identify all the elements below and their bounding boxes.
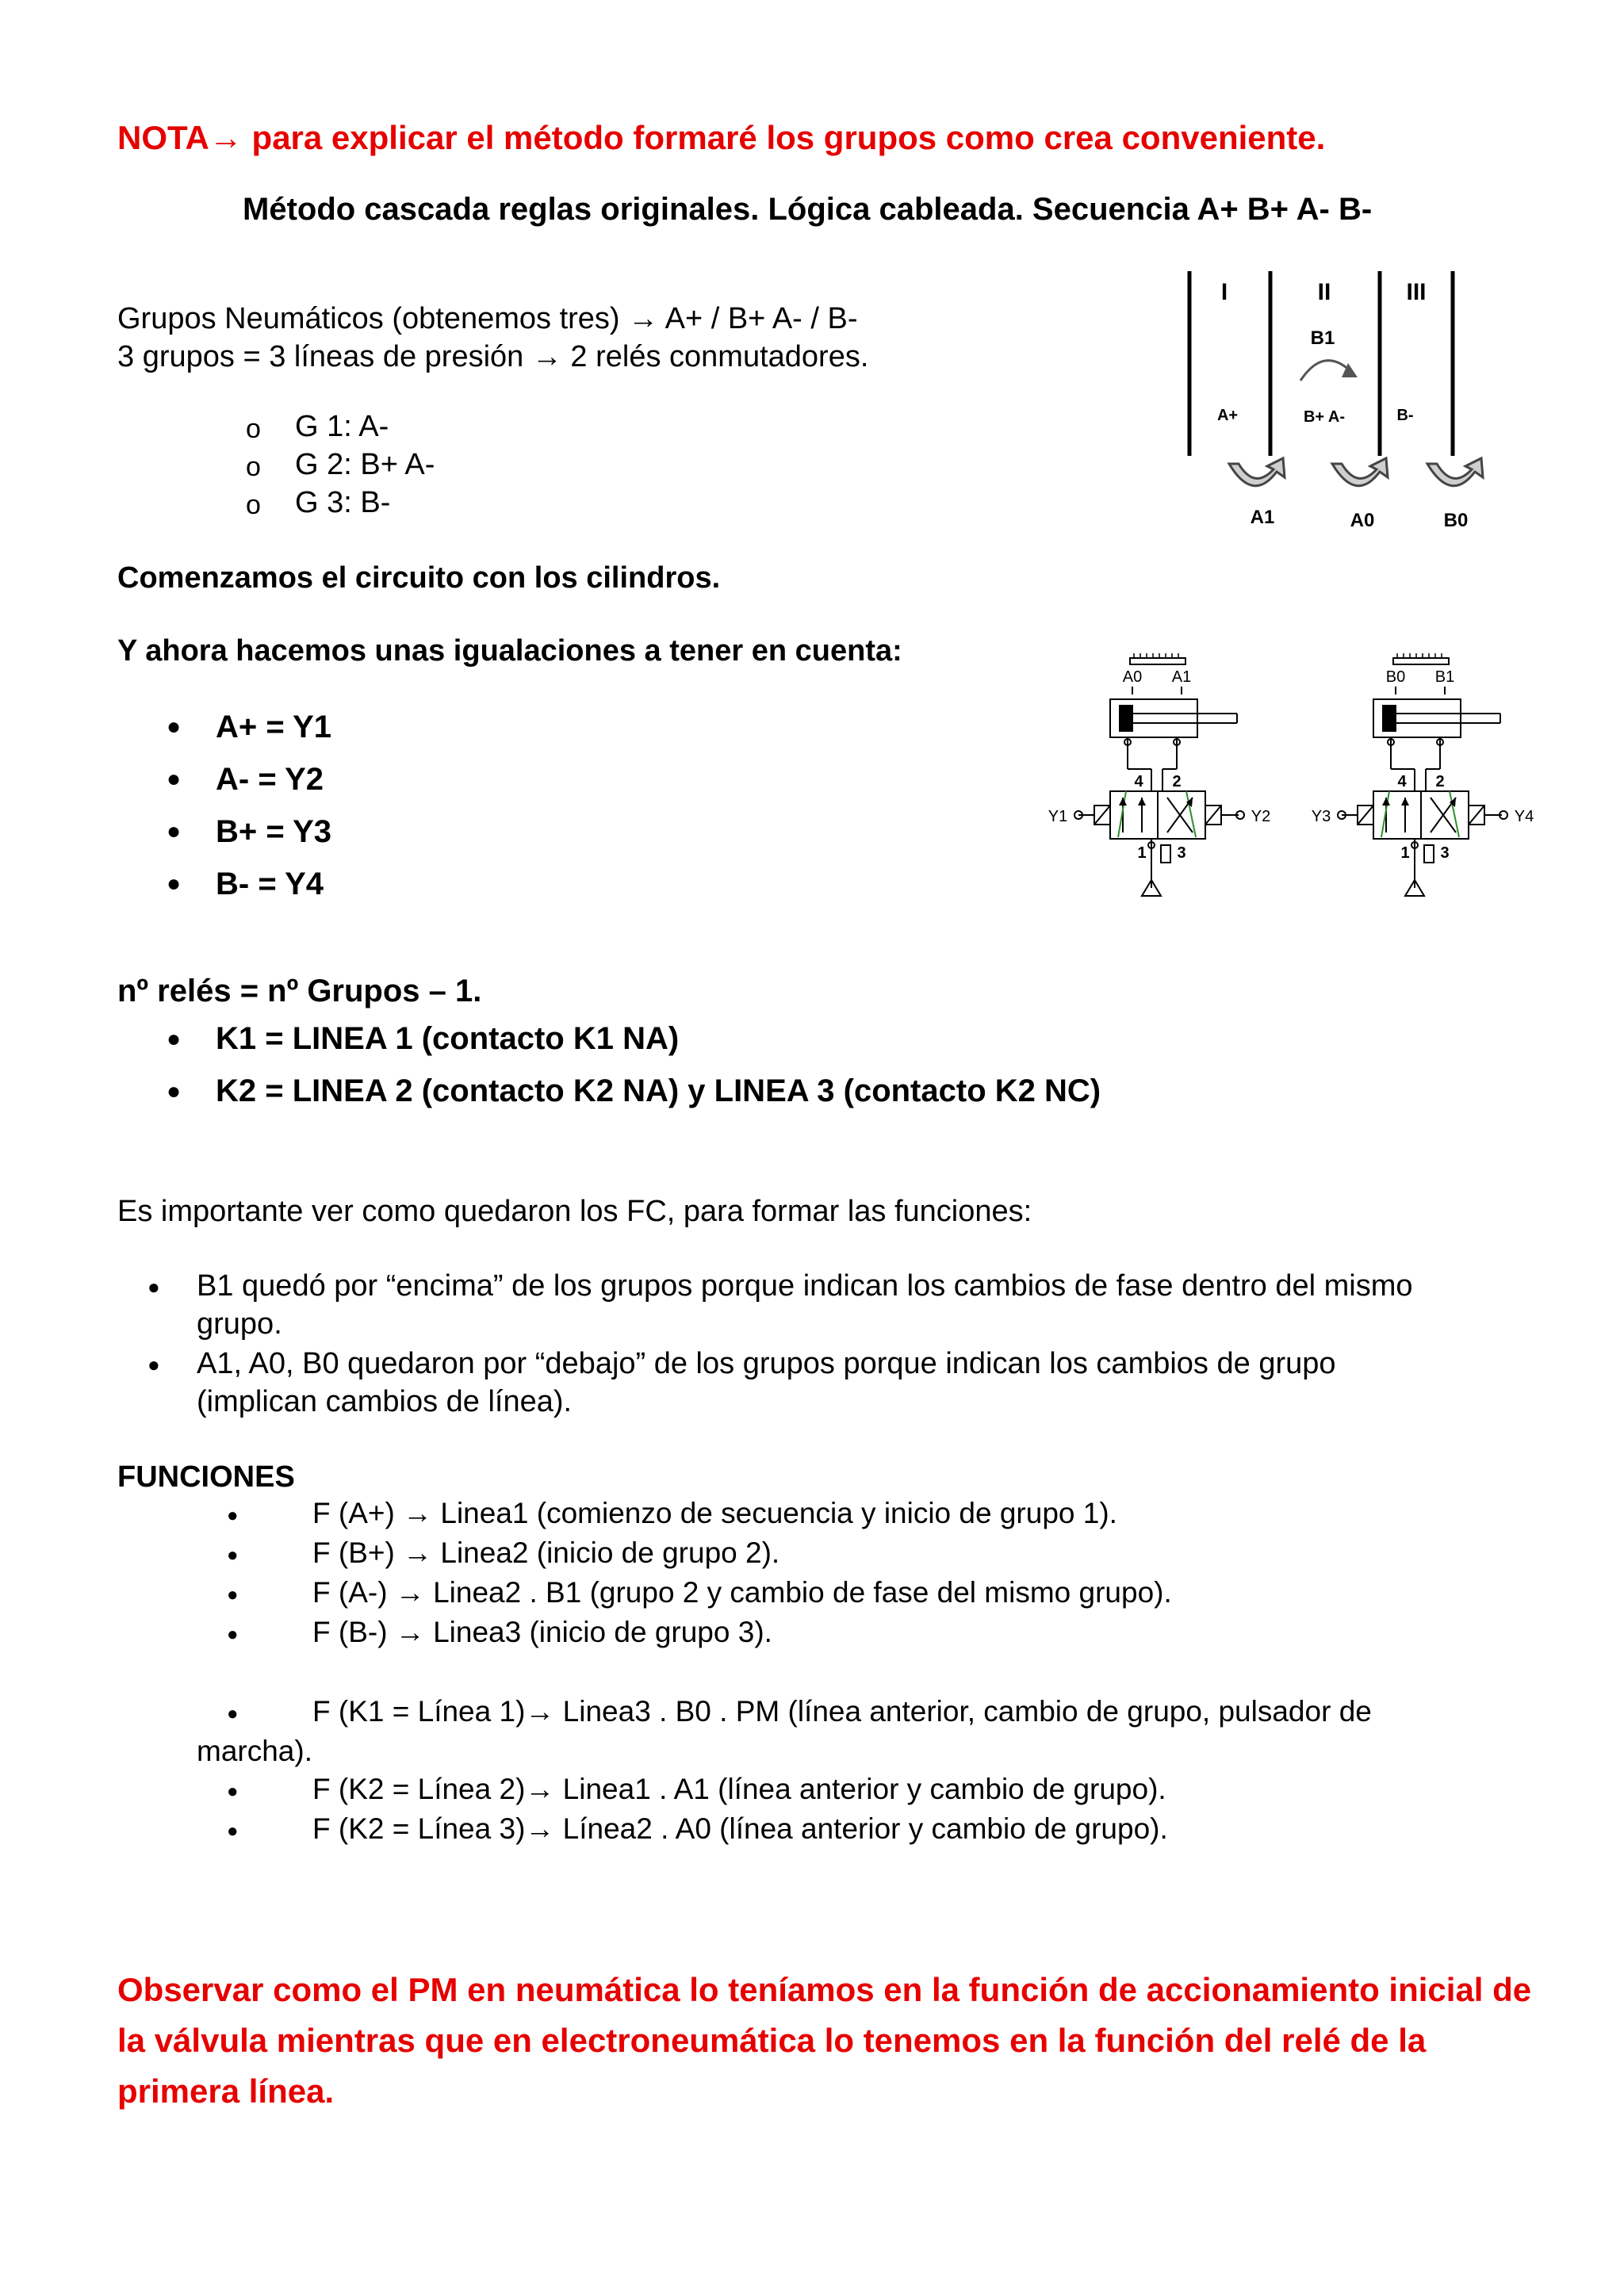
funcion-k2-line-3: F (K2 = Línea 3)→ Línea2 . A0 (línea anterior y cambio de grupo). <box>312 1812 1168 1845</box>
fn-bullet-2: ● <box>227 1544 239 1566</box>
grupos-line-1: Grupos Neumáticos (obtenemos tres) → A+ / B+ A- / B- <box>117 302 858 335</box>
cylinder-a <box>1048 653 1270 896</box>
equality-1: A+ = Y1 <box>216 710 332 744</box>
reles-title: nº relés = nº Grupos – 1. <box>117 974 482 1008</box>
cylinder-b <box>1312 653 1534 896</box>
funcion-3: F (A-) → Linea2 . B1 (grupo 2 y cambio de fase del mismo grupo). <box>312 1576 1172 1609</box>
change-arrow-3-icon <box>1427 458 1483 486</box>
group-bullet-3: o <box>246 490 261 520</box>
sol-y2-label: Y2 <box>1251 808 1271 825</box>
cylinders-diagram <box>1031 650 1570 904</box>
port-1-label: 1 <box>1137 844 1147 862</box>
fc-bullet-2: ● <box>147 1353 160 1376</box>
method-title: Método cascada reglas originales. Lógica cableada. Secuencia A+ B+ A- B- <box>243 192 1373 227</box>
fnk-bullet-1: ● <box>227 1703 239 1724</box>
sol-y1-label: Y1 <box>1048 808 1068 825</box>
port-2-label: 2 <box>1172 773 1182 790</box>
phase-arrow-icon <box>1300 361 1352 381</box>
eq-bullet-3: ● <box>167 818 182 844</box>
funcion-1: F (A+) → Linea1 (comienzo de secuencia y inicio de grupo 1). <box>312 1497 1117 1529</box>
eq-bullet-2: ● <box>167 766 182 792</box>
eq-bullet-4: ● <box>167 871 182 897</box>
port-4-label: 4 <box>1397 773 1407 790</box>
funcion-k1-line-2: marcha). <box>197 1735 312 1767</box>
eq-bullet-1: ● <box>167 714 182 740</box>
group-item-2: G 2: B+ A- <box>295 448 435 481</box>
funcion-2: F (B+) → Linea2 (inicio de grupo 2). <box>312 1536 780 1569</box>
fn-bullet-1: ● <box>227 1505 239 1526</box>
group-label-3: III <box>1406 279 1427 305</box>
change-label-3: B0 <box>1443 510 1469 531</box>
group-label-1: I <box>1220 279 1228 305</box>
nota-text: NOTA→ para explicar el método formaré los grupos como crea conveniente. <box>117 119 1326 156</box>
equality-3: B+ = Y3 <box>216 814 332 849</box>
sensor-a0-label: A0 <box>1122 668 1143 686</box>
sol-y3-label: Y3 <box>1311 808 1331 825</box>
group-content-2: B+ A- <box>1303 408 1346 426</box>
funcion-k1-line-1: F (K1 = Línea 1)→ Linea3 . B0 . PM (línea anterior, cambio de grupo, pulsador de <box>312 1695 1372 1728</box>
rele-bullet-1: ● <box>167 1026 182 1052</box>
equality-2: A- = Y2 <box>216 762 324 797</box>
group-bullet-1: o <box>246 414 261 444</box>
fc-note-1-line-2: grupo. <box>197 1307 282 1341</box>
comenzamos-text: Comenzamos el circuito con los cilindros. <box>117 561 721 595</box>
port-1-label: 1 <box>1400 844 1410 862</box>
funciones-title: FUNCIONES <box>117 1460 295 1494</box>
fc-note-1-line-1: B1 quedó por “encima” de los grupos porque indican los cambios de fase dentro del mismo <box>197 1269 1413 1303</box>
group-bullet-2: o <box>246 452 261 482</box>
group-item-3: G 3: B- <box>295 486 391 519</box>
rele-item-2: K2 = LINEA 2 (contacto K2 NA) y LINEA 3 (contacto K2 NC) <box>216 1073 1101 1108</box>
cascade-diagram <box>1182 262 1515 539</box>
sensor-b1-label: B1 <box>1434 668 1455 686</box>
change-label-2: A0 <box>1350 510 1375 531</box>
port-4-label: 4 <box>1134 773 1143 790</box>
funcion-k2-line-2: F (K2 = Línea 2)→ Linea1 . A1 (línea anterior y cambio de grupo). <box>312 1773 1166 1805</box>
fn-bullet-3: ● <box>227 1584 239 1605</box>
grupos-line-2: 3 grupos = 3 líneas de presión → 2 relés conmutadores. <box>117 340 869 373</box>
group-content-3: B- <box>1396 407 1414 424</box>
sensor-b0-label: B0 <box>1385 668 1406 686</box>
port-2-label: 2 <box>1435 773 1445 790</box>
observar-text: Observar como el PM en neumática lo teníamos en la función de accionamiento inicial de la válvula mientras que en electroneumática lo tenemos en la función del relé de la primera línea. <box>117 1971 1532 2110</box>
igualaciones-text: Y ahora hacemos unas igualaciones a tener en cuenta: <box>117 634 902 668</box>
fnk-bullet-3: ● <box>227 1820 239 1842</box>
group-item-1: G 1: A- <box>295 410 389 443</box>
fnk-bullet-2: ● <box>227 1781 239 1802</box>
sol-y4-label: Y4 <box>1514 808 1534 825</box>
rele-bullet-2: ● <box>167 1078 182 1104</box>
group-content-1: A+ <box>1216 407 1239 424</box>
fc-bullet-1: ● <box>147 1275 160 1299</box>
change-arrow-1-icon <box>1229 458 1285 486</box>
equality-4: B- = Y4 <box>216 867 324 901</box>
rele-item-1: K1 = LINEA 1 (contacto K1 NA) <box>216 1021 680 1056</box>
importante-text: Es importante ver como quedaron los FC, para formar las funciones: <box>117 1195 1032 1228</box>
port-3-label: 3 <box>1440 844 1450 862</box>
fc-note-2-line-2: (implican cambios de línea). <box>197 1385 573 1418</box>
sensor-a1-label: A1 <box>1171 668 1192 686</box>
group-label-2: II <box>1317 279 1331 305</box>
phase-label: B1 <box>1310 327 1335 349</box>
fc-note-2-line-1: A1, A0, B0 quedaron por “debajo” de los grupos porque indican los cambios de grupo <box>197 1347 1336 1380</box>
change-arrow-2-icon <box>1332 458 1388 486</box>
fn-bullet-4: ● <box>227 1624 239 1645</box>
funcion-4: F (B-) → Linea3 (inicio de grupo 3). <box>312 1616 772 1648</box>
port-3-label: 3 <box>1177 844 1186 862</box>
change-label-1: A1 <box>1250 507 1275 528</box>
